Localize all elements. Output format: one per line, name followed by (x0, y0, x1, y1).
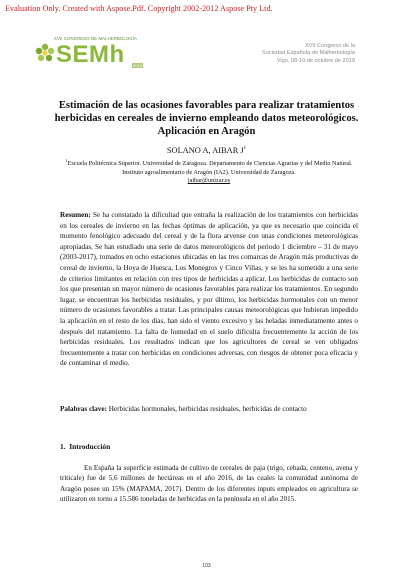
congress-info (262, 43, 355, 65)
abstract-label: Resumen: (60, 211, 91, 219)
congress-line-2: Sociedad Española de Malherbología (262, 50, 355, 57)
flower-icon (34, 42, 56, 64)
affil-text: Escuela Politécnica Superior. Universidad de Zaragoza. Departamento de Ciencias Agrarias y del Medio Natural. Instituto agroalimentario de Aragón (IA2). Universidad de Zaragoza. (67, 160, 353, 176)
authors (0, 146, 413, 155)
author-names: SOLANO A, AIBAR J (166, 146, 244, 155)
abstract (60, 210, 358, 369)
author-affil-mark: 1 (243, 146, 247, 152)
keywords-label: Palabras clave: (60, 405, 107, 413)
congress-line-1: XVII Congreso de la (304, 43, 355, 49)
section-number: 1. (60, 442, 66, 451)
section-title: Introducción (69, 442, 111, 451)
author-email-link[interactable]: jaibar@unizar.es (187, 177, 231, 185)
keywords (60, 404, 358, 414)
affiliation (60, 157, 358, 186)
logo-year: 2019 (133, 63, 142, 68)
congress-line-3: Vigo, 08-10 de octubre de 2019 (276, 57, 355, 64)
page-number: 103 (202, 563, 211, 569)
affil-mark: 1 (65, 158, 68, 163)
paper-title: Estimación de las ocasiones favorables para realizar tratamientos herbicidas en cereales de invierno empleando datos meteorológicos. Aplicación en Aragón (54, 100, 359, 137)
section-heading (60, 442, 110, 451)
abstract-text: Se ha constatado la dificultad que entraña la realización de los tratamientos con herbicidas en los cereales de invierno en las fechas óptimas de aplicación, ya que es necesario que coincida el momento fenológico adecuado del cereal y de la flora arvense con unas condiciones meteorológicas apropiadas. Se han estudiado una serie de datos meteorológicos del periodo 1 diciembre – 31 de mayo (2003-2017), tomados en ocho estaciones ubicadas en las tres comarcas de Aragón más productivas de cereal de invierno, la Hoya de Huesca, Los Monegros y Cinco Villas, y se les ha sometido a una serie de criterios limitantes en relación con tres tipos de herbicidas a aplicar. Los herbicidas de contacto son los que presentan un mayor número de ocasiones favorables para realizar los tratamientos. En segundo lugar, se encuentran los herbicidas residuales, y por último, los herbicidas hormonales con un menor número de ocasiones favorables a tratar. Las principales causas meteorológicas que hubieran impedido la aplicación en el resto de los días, han sido el viento excesivo y las heladas inmediatamente antes o después del tratamiento. La falta de humedad en el suelo dificulta frecuentemente la acción de los herbicidas residuales. Los resultados indican que los agricultores de cereal se ven obligados frecuentemente a tratar con herbicidas en condiciones adversas, con riesgos de obtener poca eficacia y de contaminar el medio. (60, 211, 358, 368)
logo-top-text: XVII CONGRESO DE MALHERBOLOGÍA (54, 36, 137, 41)
section-body: En España la superficie estimada de cultivo de cereales de paja (trigo, cebada, centeno, avena y triticale) fue de 5,6 millones de hectáreas en el año 2016, de las cuales la comunidad autónoma de Aragón posee un 15% (MAPAMA, 2017). Dentro de los diferentes inputs empleados en agricultura se utilizaron en torno a 15.586 toneladas de herbicidas en la península en el año 2015. (60, 464, 358, 503)
watermark-text: Evaluation Only. Created with Aspose.Pdf. Copyright 2002-2012 Aspose Pty Ltd. (5, 4, 273, 13)
logo-text: SEMh (56, 41, 125, 68)
keywords-text: Herbicidas hormonales, herbicidas residuales, herbicidas de contacto (108, 405, 307, 413)
semh-logo (34, 36, 159, 82)
